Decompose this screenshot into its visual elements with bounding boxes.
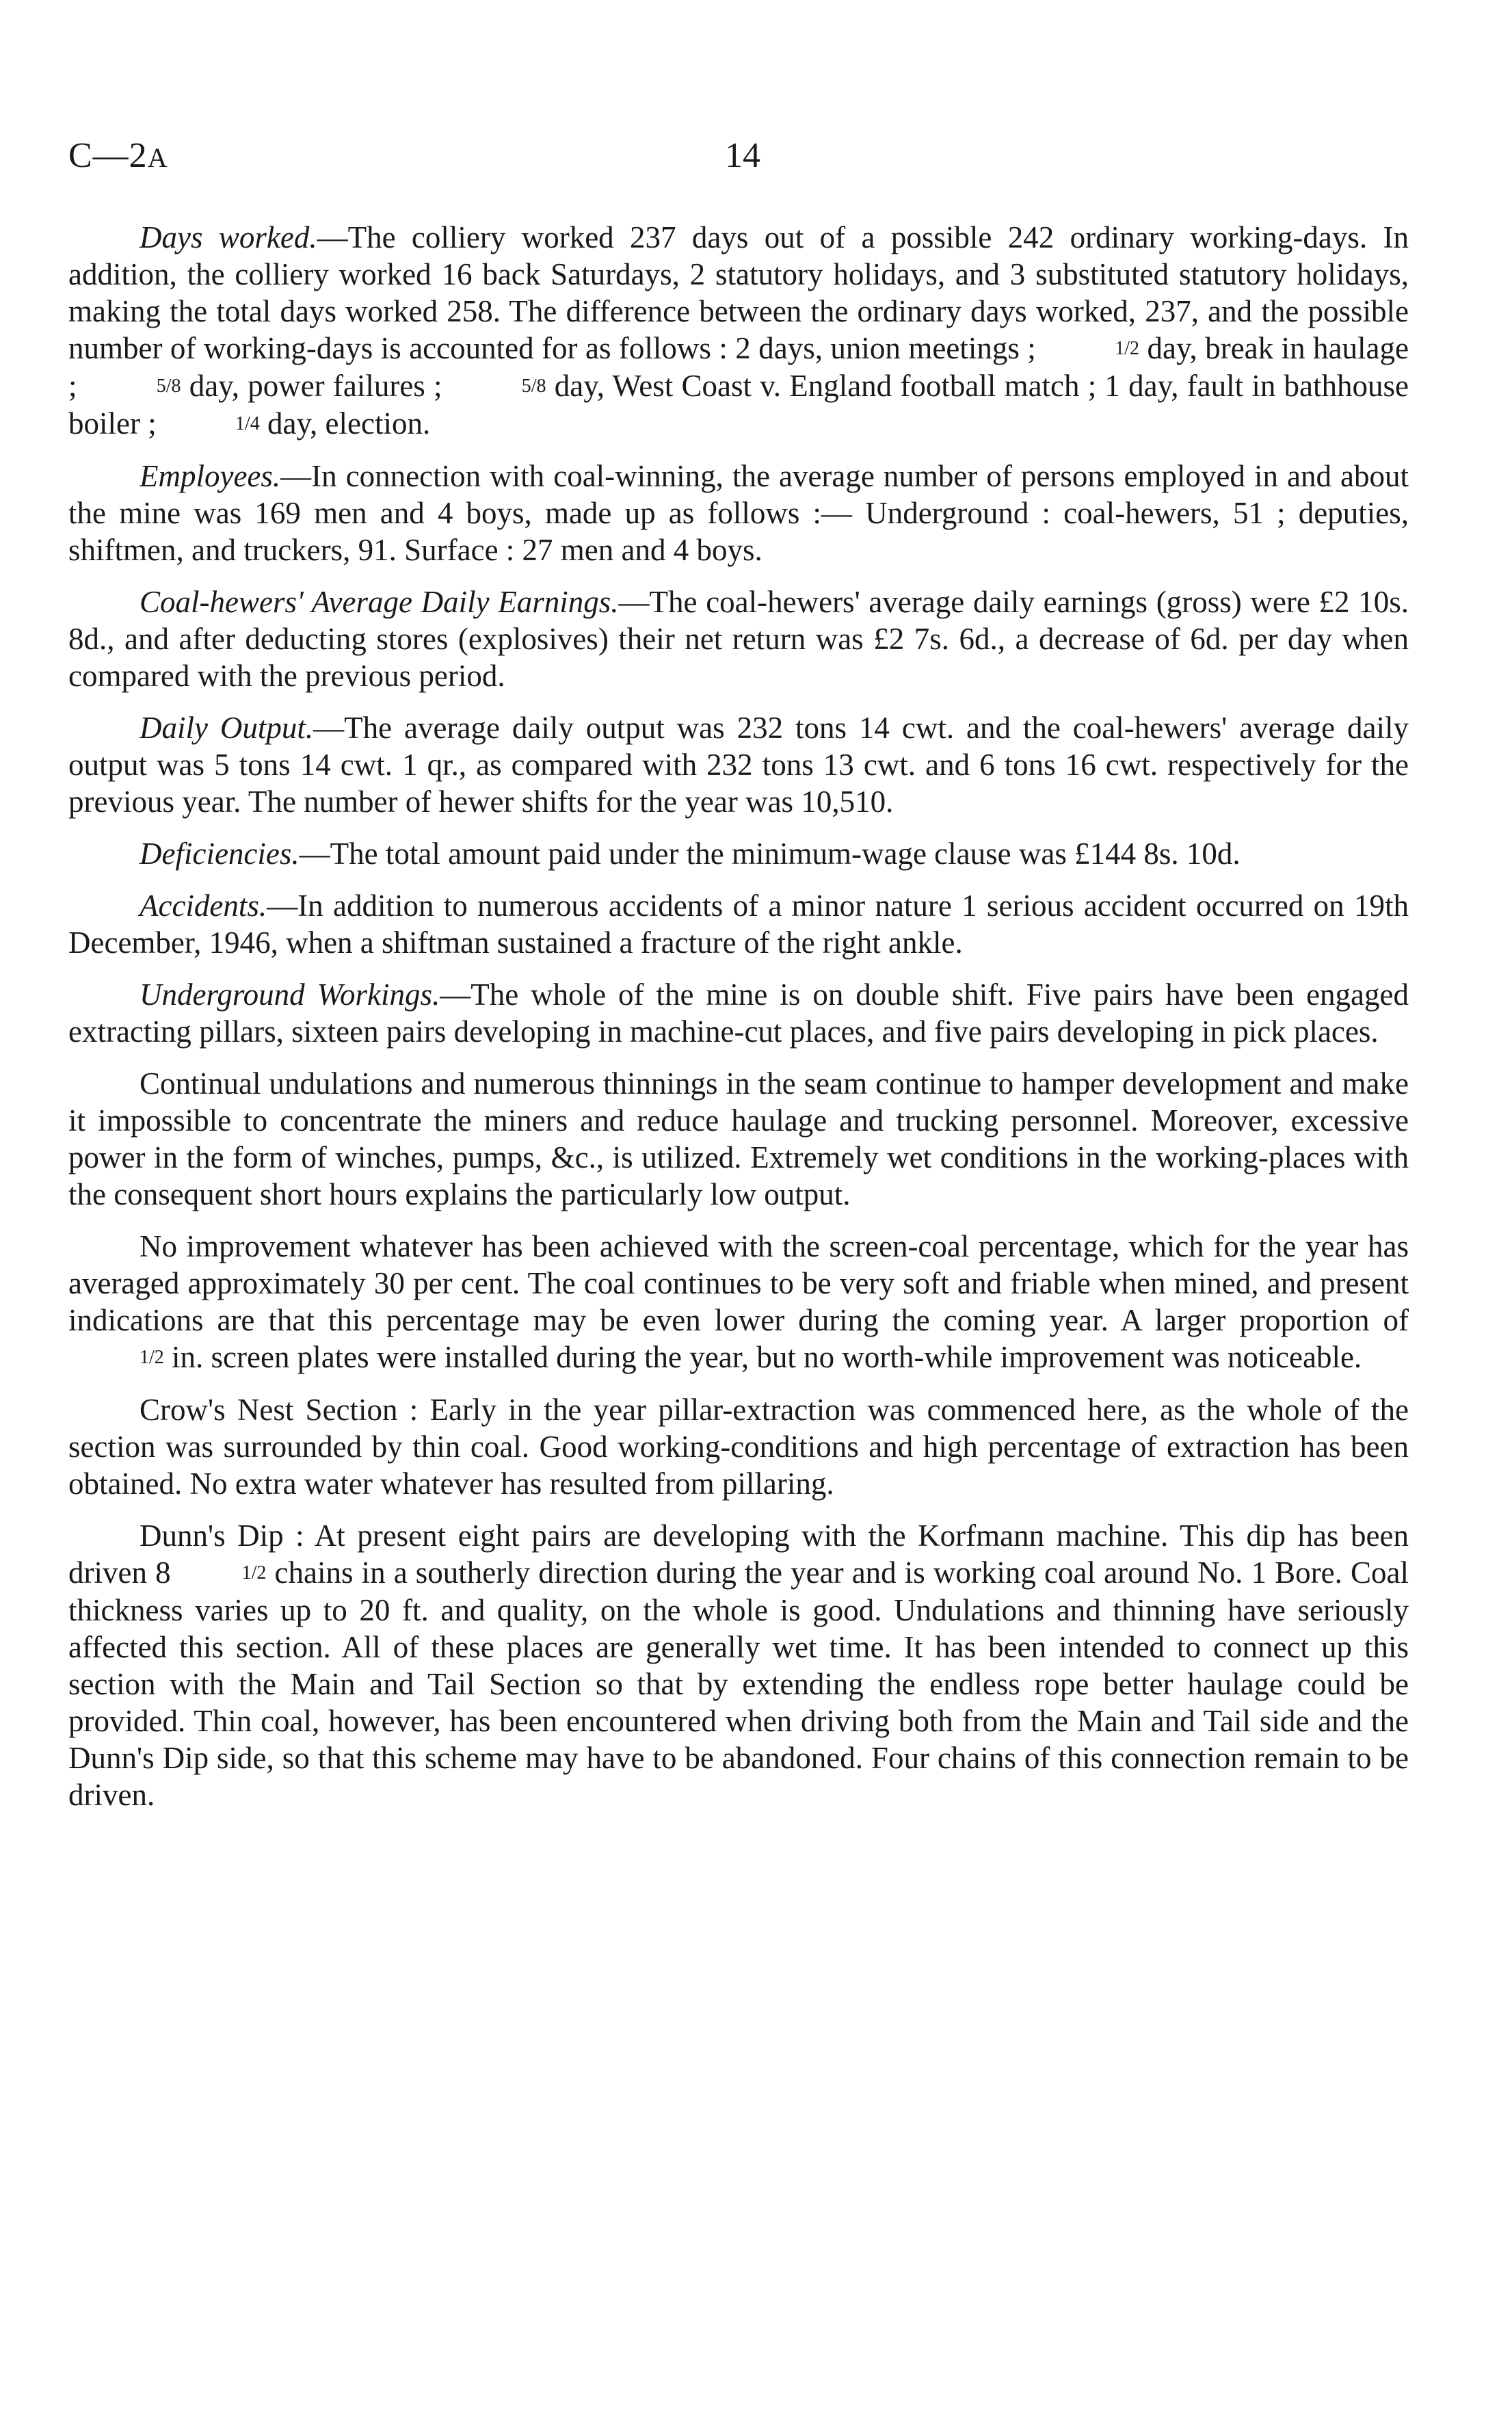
text-segment: day, West Coast v. England football match ; 1 day, fault in bathhouse boiler ; — [68, 369, 1409, 441]
heading-employees: Employees. — [140, 459, 281, 493]
document-id-suffix: A — [147, 142, 168, 173]
paragraph-accidents — [68, 887, 1409, 961]
paragraph-days-worked — [68, 219, 1409, 443]
paragraph-underground-workings — [68, 976, 1409, 1050]
text-segment: —The whole of the mine is on double shift. Five pairs have been engaged extracting pillars, sixteen pairs developing in machine-cut places, and five pairs developing in pick places. — [68, 977, 1409, 1049]
text-segment: —In connection with coal-winning, the average number of persons employed in and about the mine was 169 men and 4 boys, made up as follows :— Underground : coal-hewers, 51 ; deputies, shiftmen, and truckers, 91. Surface : 27 men and 4 boys. — [68, 459, 1409, 567]
text-segment: Dunn's Dip : At present eight pairs are developing with the Korfmann machine. This dip has been driven 8 — [68, 1519, 1409, 1590]
paragraph-daily-output — [68, 709, 1409, 820]
fraction: 1/2 — [241, 1562, 267, 1583]
fraction: 5/8 — [156, 376, 181, 397]
fraction: 5/8 — [521, 376, 546, 397]
text-segment: —The average daily output was 232 tons 14 cwt. and the coal-hewers' average daily output was 5 tons 14 cwt. 1 qr., as compared with 232 tons 13 cwt. and 6 tons 16 cwt. respectively for the previous year. The number of hewer shifts for the year was 10,510. — [68, 711, 1409, 819]
text-segment: —In addition to numerous accidents of a minor nature 1 serious accident occurred on 19th December, 1946, when a shiftman sustained a fracture of the right ankle. — [68, 889, 1409, 960]
body-text — [68, 219, 1409, 1828]
paragraph-crows-nest — [68, 1391, 1409, 1502]
text-segment: in. screen plates were installed during the year, but no worth-while improvement was noticeable. — [163, 1340, 1362, 1374]
text-segment: —The total amount paid under the minimum-wage clause was £144 8s. 10d. — [299, 837, 1241, 871]
text-segment: Continual undulations and numerous thinnings in the seam continue to hamper development and make it impossible to concentrate the miners and reduce haulage and trucking personnel. Moreover, excessive power in the form of winches, pumps, &c., is utilized. Extremely wet conditions in the working-places with the consequent short hours explains the particularly low output. — [68, 1066, 1409, 1211]
page-number: 14 — [725, 136, 760, 175]
heading-daily-output: Daily Output. — [140, 711, 314, 745]
paragraph-deficiencies — [68, 835, 1409, 872]
heading-underground-workings: Underground Workings. — [140, 977, 440, 1012]
document-id — [68, 135, 168, 176]
heading-days-worked: Days worked. — [140, 220, 317, 254]
paragraph-employees — [68, 458, 1409, 568]
text-segment: day, power failures ; — [181, 369, 451, 403]
text-segment: —The colliery worked 237 days out of a possible 242 ordinary working-days. In addition, the colliery worked 16 back Saturdays, 2 statutory holidays, and 3 substituted statutory holidays, making the total days worked 258. The difference between the ordinary days worked, 237, and the possible number of working-days is accounted for as follows : 2 days, union meetings ; — [68, 220, 1409, 365]
paragraph-earnings — [68, 583, 1409, 694]
text-segment: No improvement whatever has been achieved with the screen-coal percentage, which for the year has averaged approximately 30 per cent. The coal continues to be very soft and friable when mined, and present indications are that this percentage may be even lower during the coming year. A larger proportion of — [68, 1229, 1409, 1337]
text-segment: Crow's Nest Section : Early in the year pillar-extraction was commenced here, as the whole of the section was surrounded by thin coal. Good working-conditions and high percentage of extraction has been obtained. No extra water whatever has resulted from pillaring. — [68, 1393, 1409, 1501]
heading-accidents: Accidents. — [140, 889, 267, 923]
heading-deficiencies: Deficiencies. — [140, 837, 300, 871]
paragraph-dunns-dip — [68, 1517, 1409, 1813]
text-segment: —The coal-hewers' average daily earnings (gross) were £2 10s. 8d., and after deducting stores (explosives) their net return was £2 7s. 6d., a decrease of 6d. per day when compared with the previous period. — [68, 585, 1409, 693]
text-segment: day, break in haulage ; — [68, 331, 1409, 403]
fraction: 1/2 — [1115, 338, 1140, 359]
fraction: 1/2 — [140, 1347, 164, 1368]
text-segment: chains in a southerly direction during the year and is working coal around No. 1 Bore. Coal thickness varies up to 20 ft. and quality, on the whole is good. Undulations and thinning have seriously affected this section. All of these places are generally wet time. It has been intended to connect up this section with the Main and Tail Section so that by extending the endless rope better haulage could be provided. Thin coal, however, has been encountered when driving both from the Main and Tail side and the Dunn's Dip side, so that this scheme may have to be abandoned. Four chains of this connection remain to be driven. — [68, 1555, 1409, 1812]
text-segment: day, election. — [259, 406, 431, 441]
fraction: 1/4 — [235, 413, 260, 434]
paragraph-undulations — [68, 1065, 1409, 1213]
page-header — [68, 135, 1444, 176]
heading-earnings: Coal-hewers' Average Daily Earnings. — [140, 585, 619, 619]
document-id-prefix: C—2 — [68, 136, 148, 175]
paragraph-screen-coal — [68, 1228, 1409, 1376]
